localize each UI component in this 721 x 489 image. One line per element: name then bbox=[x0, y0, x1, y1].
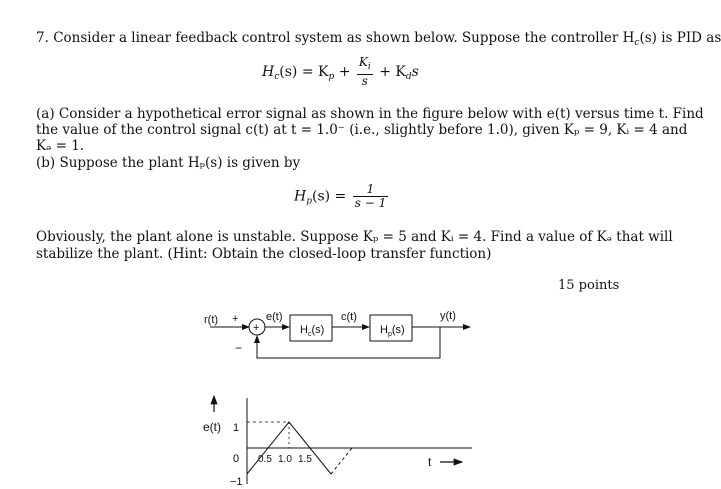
problem-intro: 7. Consider a linear feedback control system as shown below. Suppose the controller $H_c(s)$ is PID as bbox=[36, 30, 721, 48]
ytick-minus1: −1 bbox=[230, 476, 243, 488]
error-signal-extension bbox=[331, 448, 352, 474]
obviously-line1: Obviously, the plant alone is unstable. Suppose Kₚ = 5 and Kᵢ = 4. Find a value of Kₔ that will bbox=[36, 229, 673, 245]
part-a-line2: the value of the control signal c(t) at t = 1.0⁻ (i.e., slightly before 1.0), given Kₚ = 9, Kᵢ = 4 and bbox=[36, 122, 688, 138]
part-a-line1: (a) Consider a hypothetical error signal as shown in the figure below with e(t) versus time t. Find bbox=[36, 106, 704, 122]
pid-equation: $H_c(s) = K_p$ + $\frac{K_i}{s}$ + $K_ds$ bbox=[262, 55, 419, 88]
ylabel: e(t) bbox=[203, 420, 221, 434]
part-b-line1: (b) Suppose the plant Hₚ(s) is given by bbox=[36, 155, 301, 171]
obviously-line2: stabilize the plant. (Hint: Obtain the closed-loop transfer function) bbox=[36, 246, 492, 262]
error-label: e(t) bbox=[266, 311, 283, 323]
part-a-line3: Kₔ = 1. bbox=[36, 138, 85, 154]
ytick-1: 1 bbox=[233, 422, 240, 434]
controller-label: $H_c(s)$ bbox=[300, 324, 325, 338]
output-label: y(t) bbox=[440, 310, 456, 322]
xtick-1-0: 1.0 bbox=[278, 454, 292, 465]
input-label: r(t) bbox=[204, 314, 219, 326]
summing-symbol: + bbox=[253, 322, 260, 334]
plant-equation: $H_p(s)$ = $\frac{1}{s - 1}$ bbox=[294, 182, 387, 210]
plant-label: $H_p(s)$ bbox=[380, 324, 405, 338]
xlabel: t bbox=[428, 455, 432, 469]
plus-sign: + bbox=[232, 313, 239, 325]
points-label: 15 points bbox=[558, 278, 620, 293]
minus-sign: − bbox=[235, 341, 243, 355]
xtick-1-5: 1.5 bbox=[298, 454, 312, 465]
control-label: c(t) bbox=[341, 311, 357, 323]
ytick-0: 0 bbox=[233, 453, 240, 465]
xtick-0-5: 0.5 bbox=[258, 454, 272, 465]
